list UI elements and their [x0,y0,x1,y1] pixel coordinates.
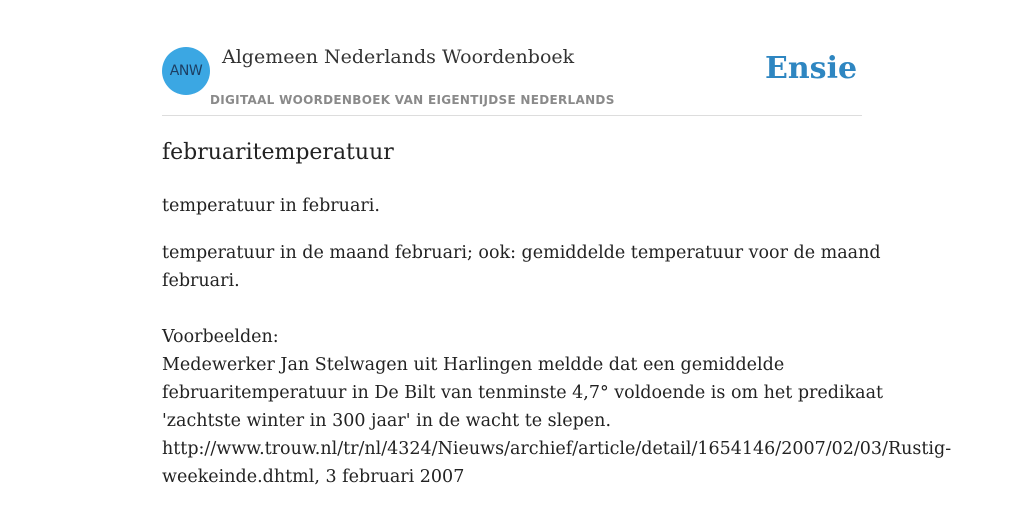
anw-logo[interactable]: ANW [162,47,210,95]
source-title[interactable]: Algemeen Nederlands Woordenboek [222,46,575,68]
example-line: 'zachtste winter in 300 jaar' in de wacht te slepen. [162,411,612,431]
header-divider [162,115,862,116]
example-line: Medewerker Jan Stelwagen uit Harlingen meldde dat een gemiddelde [162,355,785,375]
entry-body [162,239,952,491]
short-definition: temperatuur in februari. [162,196,380,216]
examples-label: Voorbeelden: [162,327,279,347]
example-source-link[interactable]: http://www.trouw.nl/tr/nl/4324/Nieuws/archief/article/detail/1654146/2007/02/03/Rustig- [162,439,952,459]
entry-headword: februaritemperatuur [162,140,394,165]
definition-line: temperatuur in de maand februari; ook: gemiddelde temperatuur voor de maand [162,243,881,263]
definition-line: februari. [162,271,240,291]
example-source-line: weekeinde.dhtml, 3 februari 2007 [162,467,465,487]
ensie-brand-link[interactable]: Ensie [765,51,858,86]
source-subtitle: DIGITAAL WOORDENBOEK VAN EIGENTIJDSE NEDERLANDS [210,93,615,107]
example-line: februaritemperatuur in De Bilt van tenminste 4,7° voldoende is om het predikaat [162,383,884,403]
spacer [162,295,942,323]
